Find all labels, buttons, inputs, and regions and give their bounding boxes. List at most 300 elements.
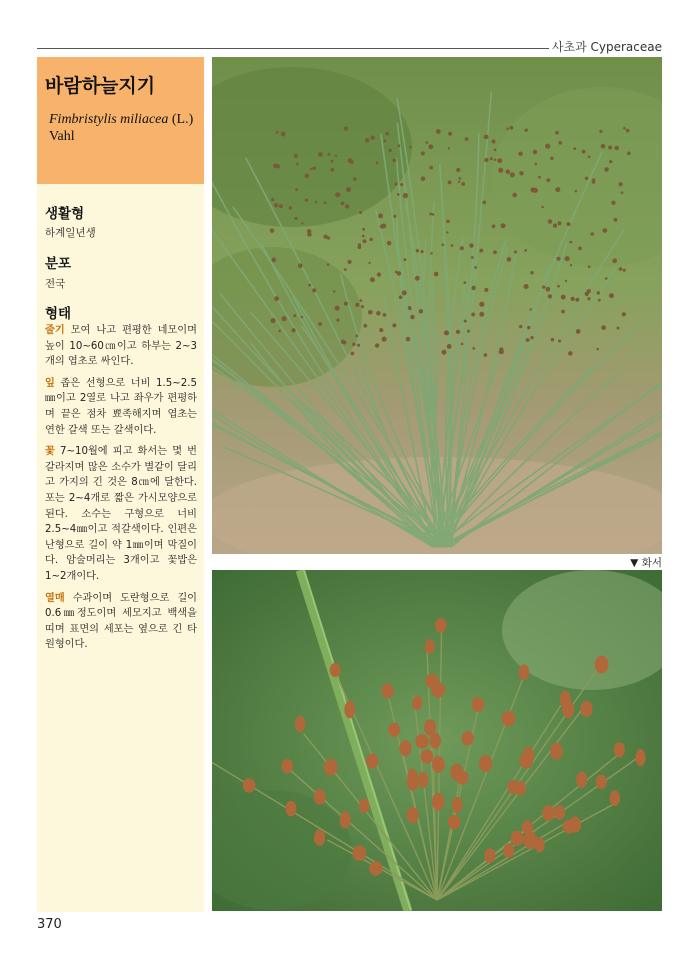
- seed-dot: [385, 132, 389, 136]
- seed-dot: [378, 213, 383, 218]
- seed-dot: [358, 243, 361, 246]
- seed-dot: [484, 288, 488, 292]
- seed-dot: [565, 280, 567, 282]
- life-form-value: 하계일년생: [45, 227, 96, 239]
- seed-dot: [448, 132, 452, 136]
- spikelet: [550, 743, 562, 760]
- seed-dot: [555, 187, 560, 192]
- spikelet: [462, 731, 474, 746]
- seed-dot: [409, 146, 412, 149]
- author-part1: (L.): [171, 112, 194, 127]
- seed-dot: [555, 131, 559, 135]
- distribution-value: 전국: [45, 278, 66, 290]
- family-label: 사초과 Cyperaceae: [551, 40, 662, 54]
- seed-dot: [557, 285, 560, 288]
- seed-dot: [460, 246, 464, 250]
- seed-dot: [597, 348, 599, 350]
- seed-dot: [360, 299, 363, 302]
- seed-dot: [394, 182, 397, 185]
- seed-dot: [530, 187, 535, 192]
- spikelet: [554, 805, 565, 819]
- seed-dot: [344, 268, 347, 271]
- seed-dot: [465, 137, 469, 141]
- seed-dot: [429, 166, 433, 170]
- seed-dot: [397, 271, 401, 275]
- seed-dot: [591, 232, 594, 235]
- seed-dot: [392, 323, 396, 327]
- seed-dot: [479, 249, 483, 253]
- seed-dot: [570, 264, 572, 266]
- author-part2: Vahl: [49, 129, 75, 144]
- seed-dot: [534, 162, 537, 165]
- seed-dot: [318, 322, 322, 326]
- seed-dot: [507, 257, 512, 262]
- seed-dot: [376, 311, 381, 316]
- spikelet: [448, 815, 461, 829]
- seed-dot: [551, 338, 555, 342]
- seed-dot: [410, 315, 414, 319]
- plant-habit-photo: [212, 57, 662, 554]
- seed-dot: [490, 157, 493, 160]
- spikelet: [479, 755, 492, 772]
- spikelet: [432, 756, 445, 773]
- seed-dot: [614, 218, 618, 222]
- seed-dot: [421, 176, 426, 181]
- seed-dot: [333, 290, 335, 292]
- seed-dot: [291, 328, 295, 332]
- seed-dot: [301, 316, 304, 319]
- seed-dot: [538, 176, 541, 179]
- seed-dot: [588, 155, 591, 158]
- seed-dot: [376, 161, 379, 164]
- seed-dot: [616, 327, 619, 330]
- seed-dot: [484, 353, 488, 357]
- spikelet: [635, 749, 645, 766]
- seed-dot: [458, 181, 460, 183]
- seed-dot: [461, 343, 464, 346]
- seed-dot: [370, 238, 373, 241]
- seed-dot: [313, 166, 317, 170]
- spikelet: [523, 747, 534, 764]
- seed-dot: [400, 183, 403, 186]
- morph-item-fruit: [45, 591, 197, 653]
- inflorescence-illustration: [212, 570, 662, 911]
- seed-dot: [461, 182, 465, 186]
- morphology-heading: 형태: [45, 306, 72, 322]
- seed-dot: [310, 168, 313, 171]
- spikelet: [314, 829, 325, 846]
- seed-dot: [327, 263, 330, 266]
- seed-dot: [272, 258, 277, 263]
- spikelet: [560, 691, 571, 708]
- spikelet: [340, 811, 351, 828]
- seed-dot: [436, 129, 441, 134]
- seed-dot: [529, 308, 531, 310]
- seed-dot: [398, 144, 401, 147]
- spikelet: [344, 701, 355, 718]
- seed-dot: [428, 144, 433, 149]
- seed-dot: [622, 312, 626, 316]
- seed-dot: [467, 330, 470, 333]
- spikelet: [324, 759, 338, 776]
- seed-dot: [611, 201, 615, 205]
- seed-dot: [305, 199, 308, 202]
- seed-dot: [308, 284, 311, 287]
- seed-dot: [498, 168, 503, 173]
- seed-dot: [363, 324, 367, 328]
- seed-dot: [281, 131, 286, 136]
- seed-dot: [518, 152, 522, 156]
- seed-dot: [627, 152, 631, 156]
- spikelet: [542, 805, 555, 821]
- spikelet: [503, 843, 514, 858]
- seed-dot: [345, 204, 349, 208]
- seed-dot: [447, 344, 452, 349]
- spikelet: [576, 772, 587, 788]
- keyword-flower: 꽃: [45, 446, 55, 458]
- seed-dot: [295, 188, 298, 191]
- seed-dot: [471, 312, 475, 316]
- spikelet: [522, 820, 533, 834]
- spikelet: [425, 639, 435, 654]
- photo-caption: ▼ 화서: [630, 557, 662, 569]
- seed-dot: [318, 152, 323, 157]
- desc-fruit: 수과이며 도란형으로 길이 0.6㎜정도이며 세모지고 백색을 띠며 표면의 세포는 옆으로 긴 타원형이다.: [45, 592, 197, 651]
- seed-dot: [298, 263, 303, 268]
- seed-dot: [608, 146, 612, 150]
- seed-dot: [359, 211, 362, 214]
- seed-dot: [357, 344, 360, 347]
- seed-dot: [585, 177, 588, 180]
- seed-dot: [351, 352, 355, 356]
- seed-dot: [505, 169, 510, 174]
- desc-flower: 7~10월에 피고 화서는 몇 번 갈라지며 많은 소수가 별같이 달리고 가지의 긴 것은 8㎝에 달한다. 포는 2~4개로 짧은 가시모양으로 된다. 소수는 구형으로 너비 2.5~4㎜이고 적갈색이다. 인편은 난형으로 길이 약 1㎜이며 막질이다. 암술머리는 3개이고 꽃밥은 1~2개이다.: [45, 446, 197, 582]
- seed-dot: [362, 228, 365, 231]
- seed-dot: [604, 167, 609, 172]
- seed-dot: [434, 272, 439, 277]
- seed-dot: [499, 347, 503, 351]
- seed-dot: [458, 177, 461, 180]
- seed-dot: [601, 144, 606, 149]
- spikelet: [519, 664, 529, 680]
- seed-dot: [271, 198, 274, 201]
- seed-dot: [533, 150, 538, 155]
- seed-dot: [492, 224, 496, 228]
- seed-dot: [464, 319, 467, 322]
- seed-dot: [545, 144, 550, 149]
- seed-dot: [403, 258, 406, 261]
- seed-dot: [383, 139, 386, 142]
- species-korean-name: 바람하늘지기: [45, 75, 156, 97]
- seed-dot: [282, 316, 287, 321]
- spikelet: [534, 837, 544, 852]
- seed-dot: [561, 310, 565, 314]
- seed-dot: [527, 326, 530, 329]
- seed-dot: [330, 160, 333, 163]
- seed-dot: [408, 306, 412, 310]
- seed-dot: [289, 206, 292, 209]
- seed-dot: [344, 126, 348, 130]
- seed-dot: [429, 213, 432, 216]
- seed-dot: [550, 157, 553, 160]
- seed-dot: [588, 265, 591, 268]
- seed-dot: [609, 160, 612, 163]
- seed-dot: [379, 328, 383, 332]
- seed-dot: [350, 160, 354, 164]
- seed-dot: [598, 299, 601, 302]
- seed-dot: [605, 277, 608, 280]
- morph-item-stem: [45, 323, 197, 370]
- seed-dot: [444, 330, 449, 335]
- seed-dot: [274, 203, 278, 207]
- seed-dot: [312, 288, 316, 292]
- seed-dot: [335, 192, 340, 197]
- seed-dot: [361, 305, 364, 308]
- seed-dot: [355, 303, 359, 307]
- distribution-heading: 분포: [45, 256, 72, 272]
- seed-dot: [530, 271, 534, 275]
- spikelet: [330, 663, 341, 677]
- seed-dot: [597, 291, 601, 295]
- seed-dot: [446, 231, 448, 233]
- seed-dot: [541, 206, 543, 208]
- spikelet: [282, 759, 293, 774]
- seed-dot: [416, 249, 419, 252]
- seed-dot: [296, 163, 299, 166]
- seed-dot: [548, 294, 552, 298]
- seed-dot: [524, 284, 529, 289]
- seed-dot: [463, 281, 466, 284]
- spikelet: [366, 753, 378, 768]
- seed-dot: [315, 201, 318, 204]
- seed-dot: [510, 126, 514, 130]
- seed-dot: [612, 258, 617, 263]
- seed-dot: [276, 131, 279, 134]
- seed-dot: [451, 244, 454, 247]
- spikelet: [595, 656, 609, 674]
- seed-dot: [494, 159, 496, 161]
- spikelet: [508, 780, 519, 794]
- scientific-binomial: Fimbristylis miliacea: [49, 112, 169, 127]
- seed-dot: [578, 246, 582, 250]
- seed-dot: [546, 178, 550, 182]
- seed-dot: [442, 243, 445, 246]
- seed-dot: [330, 168, 334, 172]
- seed-dot: [557, 257, 561, 261]
- seed-dot: [599, 130, 602, 133]
- morphology-text: [45, 323, 197, 659]
- seed-dot: [573, 147, 576, 150]
- info-sidebar: [37, 57, 204, 912]
- spikelet: [431, 682, 445, 698]
- spikelet: [412, 696, 422, 710]
- spikelet: [295, 716, 306, 732]
- seed-dot: [335, 306, 340, 311]
- spikelet: [472, 697, 485, 712]
- seed-dot: [524, 129, 527, 132]
- seed-dot: [421, 151, 425, 155]
- seed-dot: [623, 127, 626, 130]
- seed-dot: [575, 190, 577, 192]
- seed-dot: [479, 302, 484, 307]
- seed-dot: [393, 215, 396, 218]
- seed-dot: [353, 177, 357, 181]
- seed-dot: [368, 262, 370, 264]
- seed-dot: [346, 187, 351, 192]
- seed-dot: [347, 260, 351, 264]
- seed-dot: [626, 129, 630, 133]
- seed-dot: [479, 312, 484, 317]
- seed-dot: [566, 222, 570, 226]
- seed-dot: [619, 267, 623, 271]
- seed-dot: [456, 330, 460, 334]
- seed-dot: [615, 146, 619, 150]
- spikelet: [407, 769, 417, 786]
- spikelet: [406, 807, 418, 823]
- plant-habit-illustration: [212, 57, 662, 554]
- seed-dot: [506, 128, 508, 130]
- seed-dot: [419, 309, 424, 314]
- spikelet: [418, 772, 428, 789]
- seed-dot: [370, 277, 375, 282]
- seed-dot: [388, 149, 392, 153]
- seed-dot: [375, 343, 380, 348]
- spikelet: [457, 771, 469, 785]
- seed-dot: [279, 204, 283, 208]
- seed-dot: [474, 266, 477, 269]
- seed-dot: [430, 252, 432, 254]
- seed-dot: [344, 301, 348, 305]
- seed-dot: [471, 286, 476, 291]
- seed-dot: [514, 250, 517, 253]
- seed-dot: [352, 343, 355, 346]
- seed-dot: [307, 232, 312, 237]
- seed-dot: [365, 138, 370, 143]
- seed-dot: [482, 200, 486, 204]
- species-scientific-name: [49, 111, 199, 145]
- spikelet: [614, 742, 625, 757]
- spikelet: [314, 789, 326, 805]
- seed-dot: [561, 295, 566, 300]
- seed-dot: [524, 249, 527, 252]
- seed-dot: [406, 337, 411, 342]
- seed-dot: [355, 335, 358, 338]
- keyword-stem: 줄기: [45, 325, 65, 336]
- seed-dot: [519, 171, 523, 175]
- seed-dot: [327, 153, 330, 156]
- seed-dot: [370, 135, 375, 140]
- seed-dot: [432, 213, 435, 216]
- seed-dot: [492, 139, 496, 143]
- spikelet: [484, 848, 495, 863]
- spikelet: [353, 845, 367, 861]
- morph-item-flower: [45, 444, 197, 584]
- seed-dot: [392, 158, 396, 162]
- seed-dot: [546, 287, 551, 292]
- seed-dot: [568, 351, 573, 356]
- seed-dot: [484, 135, 489, 140]
- seed-dot: [456, 168, 460, 172]
- morph-item-leaf: [45, 376, 197, 438]
- keyword-fruit: 열매: [45, 592, 65, 604]
- spikelet: [286, 801, 297, 817]
- seed-dot: [274, 296, 279, 301]
- seed-dot: [553, 223, 557, 227]
- seed-dot: [526, 338, 530, 342]
- spikelet: [359, 798, 370, 813]
- seed-dot: [341, 201, 345, 205]
- seed-dot: [569, 241, 572, 244]
- spikelet: [596, 775, 607, 789]
- seed-dot: [571, 297, 575, 301]
- seed-dot: [336, 319, 339, 322]
- seed-dot: [270, 228, 274, 232]
- seed-dot: [592, 180, 596, 184]
- seed-dot: [609, 293, 614, 298]
- seed-dot: [421, 250, 424, 253]
- seed-dot: [402, 290, 407, 295]
- seed-dot: [587, 289, 591, 293]
- seed-dot: [415, 276, 420, 281]
- header-rule: [37, 48, 549, 49]
- seed-dot: [576, 329, 581, 334]
- seed-dot: [497, 158, 502, 163]
- seed-dot: [270, 318, 275, 323]
- seed-dot: [542, 285, 545, 288]
- seed-dot: [442, 350, 447, 355]
- seed-dot: [273, 164, 278, 169]
- seed-dot: [519, 325, 523, 329]
- spikelet: [243, 778, 256, 792]
- spikelet: [421, 749, 434, 763]
- seed-dot: [362, 235, 365, 238]
- title-box: [37, 57, 204, 184]
- life-form-heading: 생활형: [45, 206, 85, 222]
- seed-dot: [368, 310, 373, 315]
- seed-dot: [471, 256, 474, 259]
- spikelet: [502, 711, 516, 726]
- seed-dot: [403, 193, 408, 198]
- seed-dot: [382, 337, 387, 342]
- seed-dot: [530, 336, 533, 339]
- seed-dot: [383, 313, 387, 317]
- seed-dot: [377, 272, 381, 276]
- seed-dot: [623, 269, 626, 272]
- seed-dot: [448, 180, 452, 184]
- seed-dot: [294, 217, 297, 220]
- seed-dot: [294, 154, 298, 158]
- seed-dot: [601, 325, 606, 330]
- seed-dot: [324, 201, 327, 204]
- seed-dot: [565, 256, 570, 261]
- desc-leaf: 좁은 선형으로 너비 1.5~2.5㎜이고 2열로 나고 좌우가 편평하며 끝은 점차 뾰족해지며 엽초는 연한 갈색 또는 갈색이다.: [45, 377, 197, 436]
- keyword-leaf: 잎: [45, 377, 55, 389]
- spikelet: [452, 797, 463, 813]
- seed-dot: [278, 330, 281, 333]
- page-number: 370: [37, 917, 62, 932]
- spikelet: [511, 831, 524, 846]
- seed-dot: [575, 298, 579, 302]
- seed-dot: [501, 223, 506, 228]
- seed-dot: [494, 149, 497, 152]
- seed-dot: [548, 219, 553, 224]
- spikelet: [580, 701, 592, 717]
- seed-dot: [484, 158, 488, 162]
- seed-dot: [293, 314, 296, 317]
- seed-dot: [493, 250, 497, 254]
- seed-dot: [618, 182, 622, 186]
- seed-dot: [558, 340, 561, 343]
